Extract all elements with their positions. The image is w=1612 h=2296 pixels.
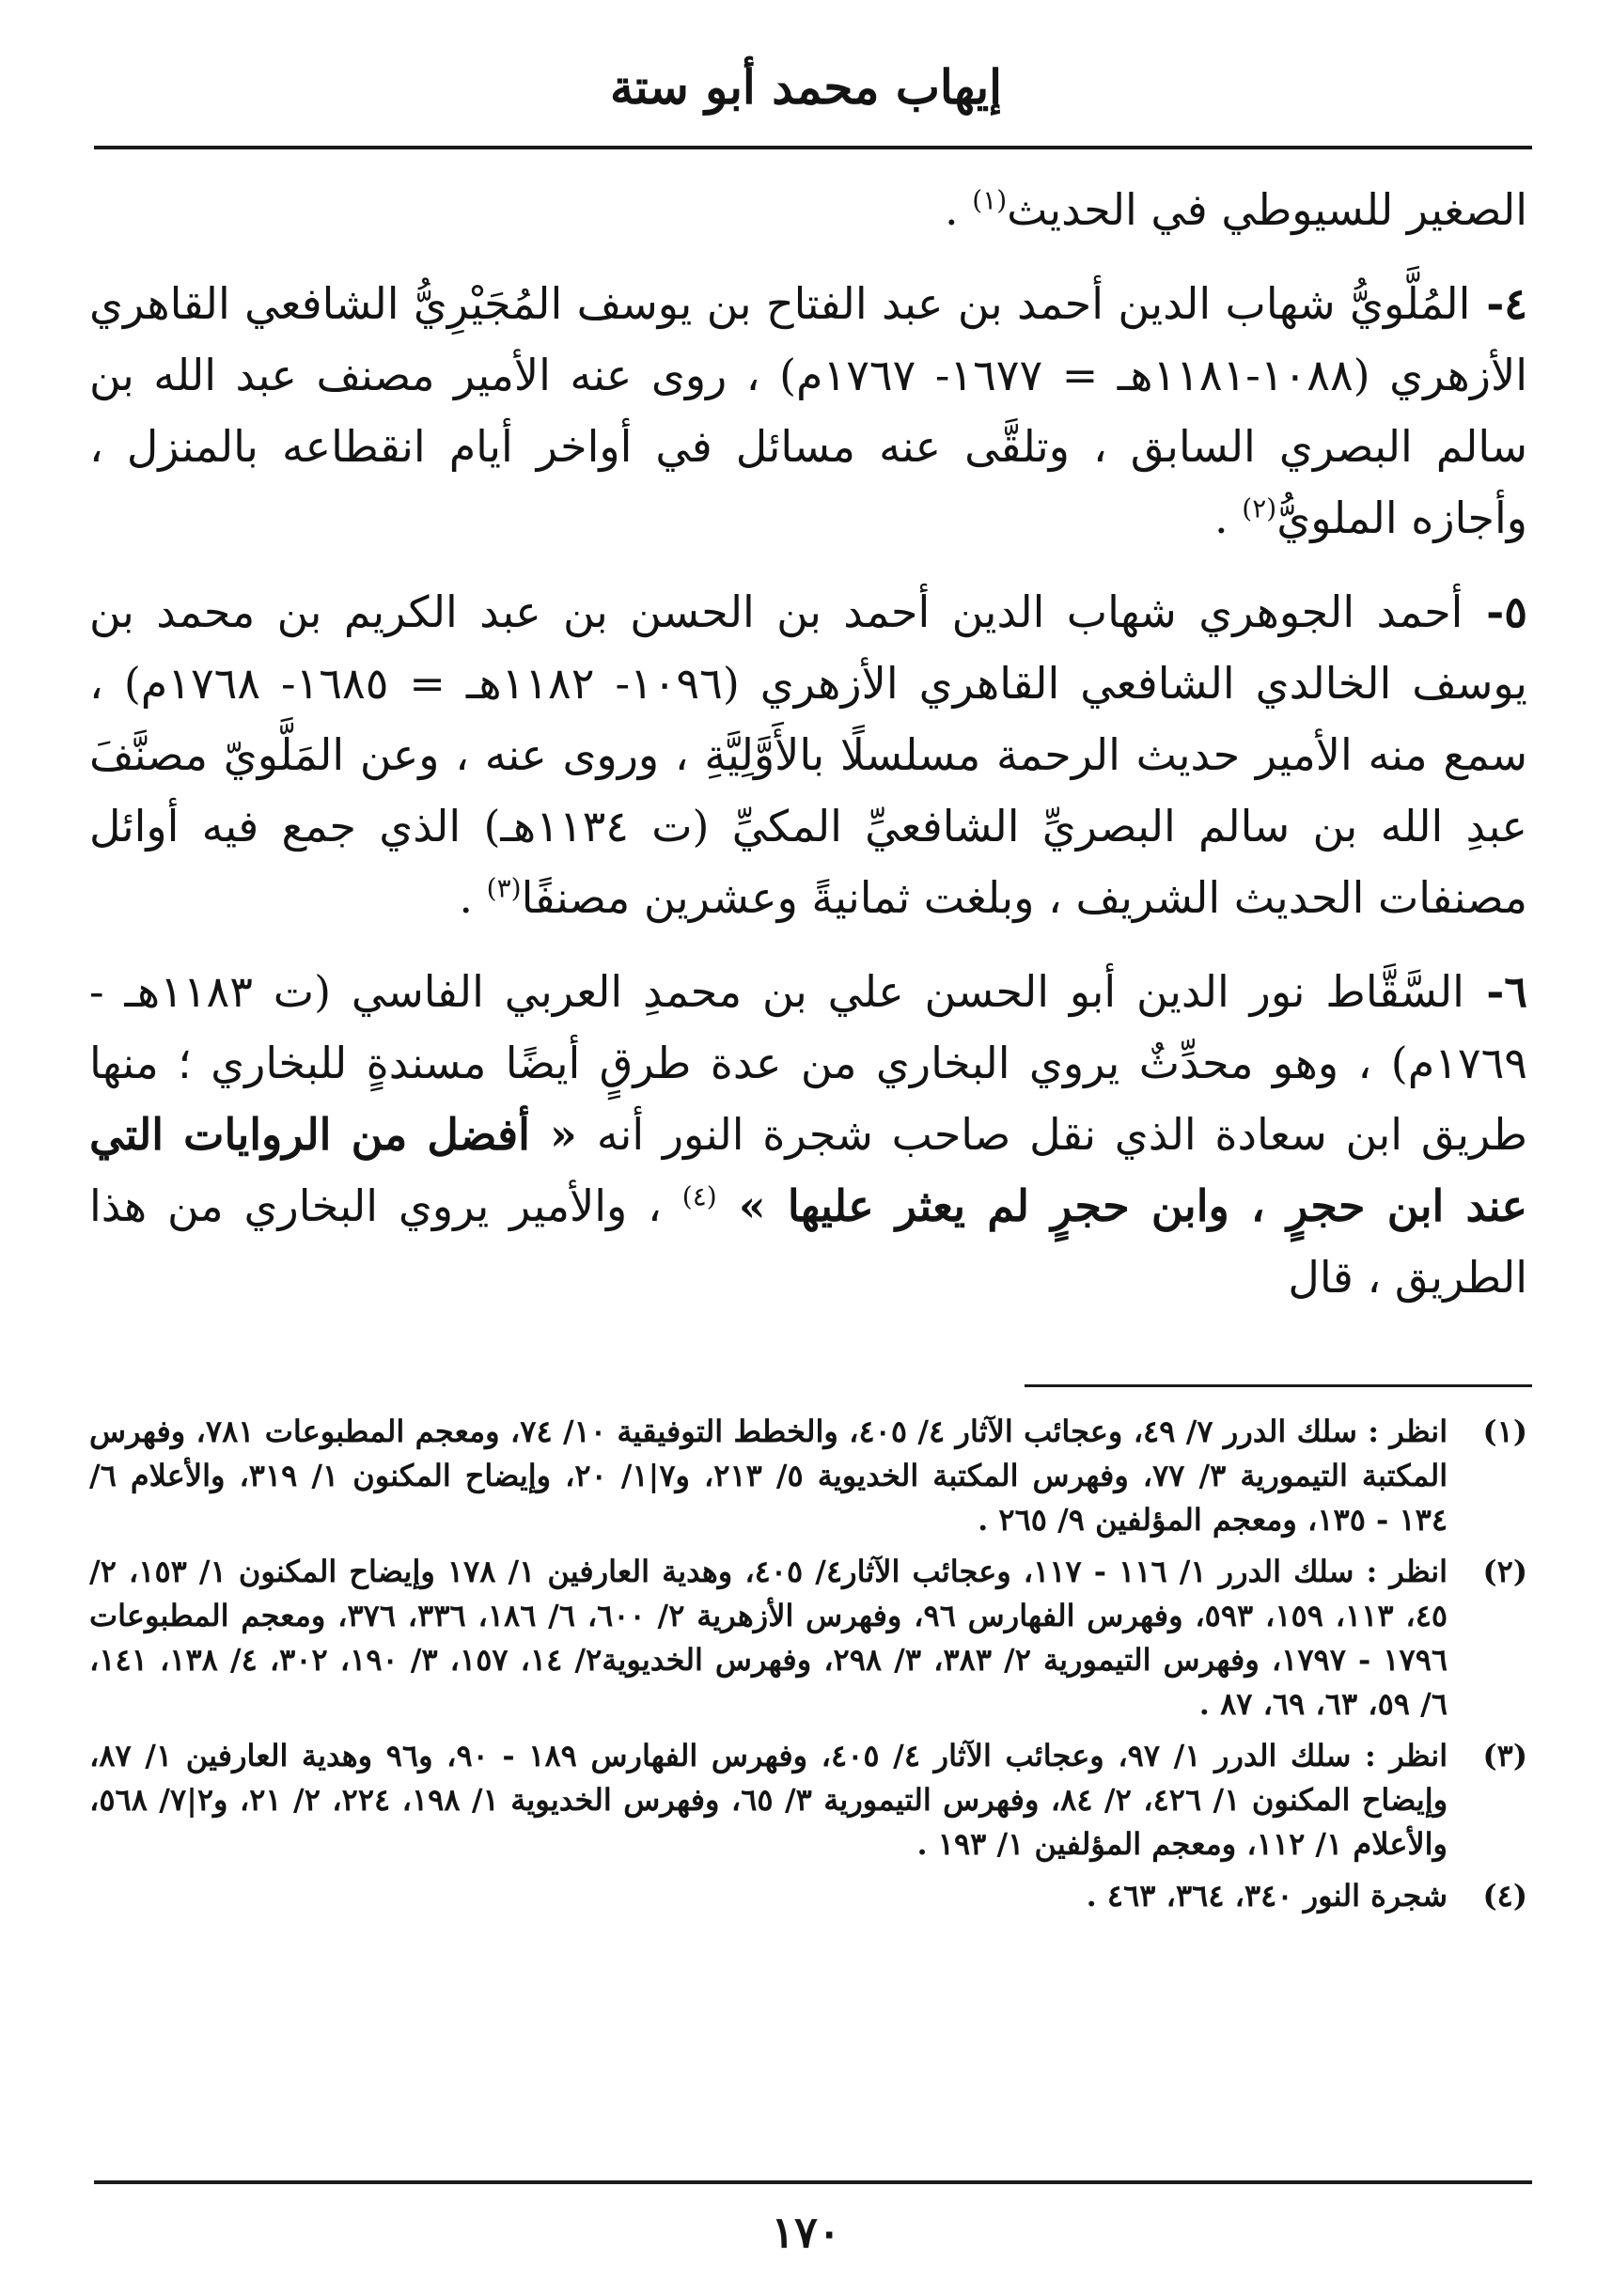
paragraph-end: . xyxy=(945,184,973,235)
footnote-text: انظر : سلك الدرر ٧/ ٤٩، وعجائب الآثار ٤/ ٤٠٥، والخطط التوفيقية ١٠/ ٧٤، ومعجم المطبوعات ٧٨١، وفهرس المكتبة التيمورية ٣/ ٧٧، وفهرس المكتبة الخديوية ٥/ ٢١٣، و٧|١/ ٢٠، وإيضاح المكنون ١/ ٣١٩، والأعلام ٦/ ١٣٤ - ١٣٥، ومعجم المؤلفين ٩/ ٢٦٥ . xyxy=(89,1414,1448,1538)
footnote-text: انظر : سلك الدرر ١/ ٩٧، وعجائب الآثار ٤/ ٤٠٥، وفهرس الفهارس ١٨٩ - ٩٠، و٩٦ وهدية العارفين ١/ ٨٧، وإيضاح المكنون ١/ ٤٢٦، ٢/ ٨٤، وفهرس التيمورية ٣/ ٦٥، وفهرس الخديوية ١/ ١٩٨، ٢٢٤، ٢/ ٢١، و٢|٧/ ٥٦٨، والأعلام ١/ ١١٢، ومعجم المؤلفين ١/ ١٩٣ . xyxy=(89,1738,1448,1862)
entry-number: ٤- xyxy=(1470,278,1527,329)
page-number: ١٧٠ xyxy=(771,2207,841,2257)
running-header-author: إيهاب محمد أبو ستة xyxy=(609,59,1003,115)
paragraph-entry-5 xyxy=(89,576,1527,933)
footnotes-section xyxy=(89,1410,1527,1926)
footnote-item xyxy=(89,1874,1527,1918)
footnote-item xyxy=(89,1734,1527,1866)
footnote-ref[interactable]: (٣) xyxy=(486,872,522,904)
quotation: « أفضل من الروايات التي عند ابن حجرٍ ، وابن حجرٍ لم يعثر عليها » xyxy=(89,1109,1527,1231)
paragraph-text: الصغير للسيوطي في الحديث xyxy=(1007,184,1527,235)
footnote-text: انظر : سلك الدرر ١/ ١١٦ - ١١٧، وعجائب الآثار٤/ ٤٠٥، وهدية العارفين ١/ ١٧٨ وإيضاح المكنون ١/ ١٥٣، ٢/ ٤٥، ١١٣، ١٥٩، ٥٩٣، وفهرس الفهارس ٩٦، وفهرس الأزهرية ٢/ ٦٠٠، ٦/ ١٨٦، ٣٣٦، ٣٧٦، ومعجم المطبوعات ١٧٩٦ - ١٧٩٧، وفهرس التيمورية ٢/ ٣٨٣، ٣/ ٢٩٨، وفهرس الخديوية٢/ ١٤، ١٥٧، ٣/ ١٩٠، ٣٠٢، ٤/ ١٣٨، ١٤١، ٦/ ٥٩، ٦٣، ٦٩، ٨٧ . xyxy=(89,1554,1448,1722)
footnote-number: (٤) xyxy=(1482,1878,1527,1913)
footnote-item xyxy=(89,1410,1527,1542)
footnote-number: (٣) xyxy=(1482,1738,1527,1773)
footer-divider xyxy=(94,2180,1532,2184)
paragraph-text: أحمد الجوهري شهاب الدين أحمد بن الحسن بن عبد الكريم بن محمد بن يوسف الخالدي الشافعي القاهري الأزهري (١٠٩٦- ١١٨٢هـ = ١٦٨٥- ١٧٦٨م) ، سمع منه الأمير حديث الرحمة مسلسلًا بالأَوَّلِيَّةِ ، وروى عنه ، وعن المَلَّويّ مصنَّفَ عبدِ الله بن سالم البصريِّ الشافعيِّ المكيِّ (ت ١١٣٤هـ) الذي جمع فيه أوائل مصنفات الحديث الشريف ، وبلغت ثمانيةً وعشرين مصنفًا xyxy=(89,586,1527,923)
footnote-ref[interactable]: (٤) xyxy=(681,1180,717,1212)
footnote-ref[interactable]: (١) xyxy=(972,184,1008,216)
footnote-number: (١) xyxy=(1482,1414,1527,1449)
entry-number: ٥- xyxy=(1463,586,1527,637)
paragraph-entry-4 xyxy=(89,268,1527,554)
footnote-item xyxy=(89,1550,1527,1726)
paragraph-end: . xyxy=(459,872,487,923)
paragraph-end: ، والأمير يروي البخاري من هذا الطريق ، قال xyxy=(89,1180,1527,1303)
entry-number: ٦- xyxy=(1463,966,1527,1017)
footnote-text: شجرة النور ٣٤٠، ٣٦٤، ٤٦٣ . xyxy=(1086,1878,1448,1913)
footnote-number: (٢) xyxy=(1482,1554,1527,1589)
footnote-divider xyxy=(1025,1384,1532,1387)
main-text xyxy=(89,174,1527,1335)
paragraph-text: المُلَّويُّ شهاب الدين أحمد بن عبد الفتاح بن يوسف المُجَيْرِيُّ الشافعي القاهري الأزهري (١٠٨٨-١١٨١هـ = ١٦٧٧- ١٧٦٧م) ، روى عنه الأمير مصنف عبد الله بن سالم البصري السابق ، وتلقَّى عنه مسائل في أواخر أيام انقطاعه بالمنزل ، وأجازه الملويُّ xyxy=(89,278,1527,543)
header-divider xyxy=(94,146,1532,149)
paragraph-continuation xyxy=(89,174,1527,245)
footnote-ref[interactable]: (٢) xyxy=(1242,492,1277,524)
paragraph-end: . xyxy=(1214,492,1243,543)
paragraph-entry-6 xyxy=(89,956,1527,1313)
paragraph-text: السَّقَّاط نور الدين أبو الحسن علي بن محمدِ العربي الفاسي (ت ١١٨٣هـ - ١٧٦٩م) ، وهو محدِّثٌ يروي البخاري من عدة طرقٍ أيضًا مسندةٍ للبخاري ؛ منها طريق ابن سعادة الذي نقل صاحب شجرة النور أنه xyxy=(89,966,1527,1160)
